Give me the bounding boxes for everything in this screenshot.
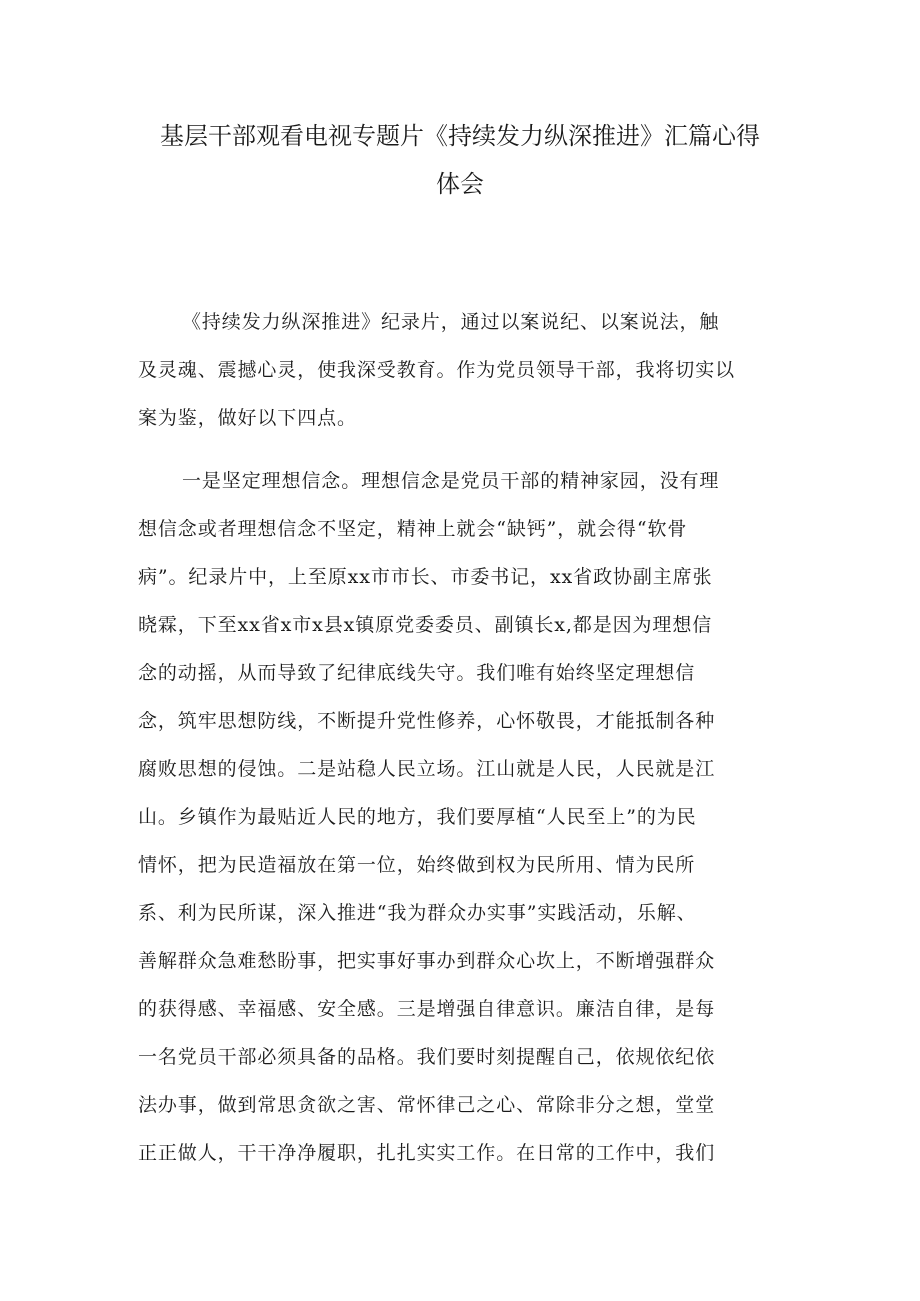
text-line: 善解群众急难愁盼事，把实事好事办到群众心坎上，不断增强群众 bbox=[138, 950, 716, 972]
title-line-2: 体会 bbox=[436, 170, 484, 198]
document-body bbox=[138, 298, 778, 1177]
document-title bbox=[120, 112, 800, 208]
text-line: 正正做人，干干净净履职，扎扎实实工作。在日常的工作中，我们 bbox=[138, 1142, 716, 1164]
paragraph-main bbox=[138, 457, 778, 1177]
text-line: 一名党员干部必须具备的品格。我们要时刻提醒自己，依规依纪依 bbox=[138, 1046, 716, 1068]
text-line: 念，筑牢思想防线，不断提升党性修养，心怀敬畏，才能抵制各种 bbox=[138, 710, 716, 732]
text-line: 的获得感、幸福感、安全感。三是增强自律意识。廉洁自律，是每 bbox=[138, 998, 716, 1020]
text-line: 《持续发力纵深推进》纪录片，通过以案说纪、以案说法，触 bbox=[182, 311, 720, 333]
title-line-1: 基层干部观看电视专题片《持续发力纵深推进》汇篇心得 bbox=[160, 122, 760, 150]
text-line: 情怀，把为民造福放在第一位，始终做到权为民所用、情为民所 bbox=[138, 854, 696, 876]
paragraph-intro bbox=[138, 298, 778, 442]
text-line: 想信念或者理想信念不坚定，精神上就会“缺钙”，就会得“软骨 bbox=[138, 518, 688, 540]
text-line: 念的动摇，从而导致了纪律底线失守。我们唯有始终坚定理想信 bbox=[138, 662, 696, 684]
text-line: 晓霖，下至xx省x市x县x镇原党委委员、副镇长x,都是因为理想信 bbox=[138, 614, 713, 636]
text-line: 系、利为民所谋，深入推进“我为群众办实事”实践活动，乐解、 bbox=[138, 902, 697, 924]
text-line: 腐败思想的侵蚀。二是站稳人民立场。江山就是人民，人民就是江 bbox=[138, 758, 716, 780]
text-line: 及灵魂、震撼心灵，使我深受教育。作为党员领导干部，我将切实以 bbox=[138, 359, 736, 381]
paragraph-gap bbox=[138, 442, 778, 457]
text-line: 案为鉴，做好以下四点。 bbox=[138, 407, 357, 429]
text-line: 山。乡镇作为最贴近人民的地方，我们要厚植“人民至上”的为民 bbox=[138, 806, 697, 828]
text-line: 一是坚定理想信念。理想信念是党员干部的精神家园，没有理 bbox=[182, 470, 720, 492]
text-line: 法办事，做到常思贪欲之害、常怀律己之心、常除非分之想，堂堂 bbox=[138, 1094, 716, 1116]
text-line: 病”。纪录片中，上至原xx市市长、市委书记，xx省政协副主席张 bbox=[138, 566, 713, 588]
